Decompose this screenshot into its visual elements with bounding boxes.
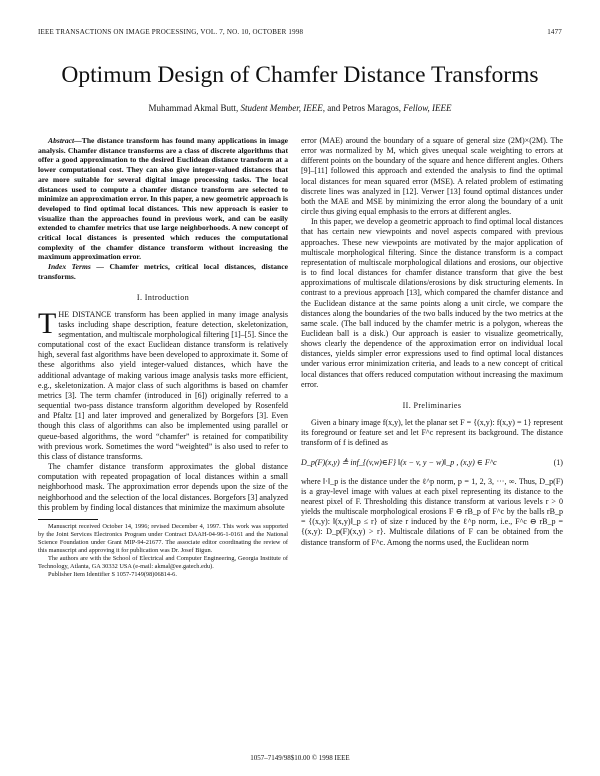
index-terms-text: Chamfer metrics, critical local distances, distance transforms. [38,262,289,281]
author-1-affiliation: Student Member, IEEE, [240,103,325,113]
drop-cap: T [38,306,57,340]
author-line [0,103,600,113]
left-column [38,136,288,579]
page-number: 1477 [547,28,562,36]
right-column [301,136,563,548]
index-terms [38,262,288,281]
right-paragraph-1: error (MAE) around the boundary of a square of general size (2M)×(2M). The error was normalized by M, which gives unequal scale weighting to errors at different points on the boundary of the square and hence different angles. Others [9]–[11] followed this approach and extended the analysis to find the optimal local distances for mean squared error (MSE). A related problem of estimating discrete lines was analyzed in [12]. Verwer [13] found optimal distances under both the MAE and MSE by minimizing the error along the boundary of a unit circle thus giving equal emphasis to the errors at different angles. [301,136,563,217]
right-paragraph-2: In this paper, we develop a geometric approach to find optimal local distances that has certain new viewpoints and novel aspects compared with previous approaches. These new viewpoints are motivated by the major application of multiscale morphological filtering. Since the distance transform is a compact representation of multiscale morphological dilations and erosions, our objective is to find local distances for chamfer distance transform that give the best approximations of multiscale dilations/erosions by disk structuring elements. In contrast to a previous approach [13], which compared the chamfer distance and the Euclidean distance at the same points along a unit circle, we compare the distances along the boundaries of the two balls induced by the two metrics at the same scale. (The ball induced by the chamfer metric is a polygon, whereas the Euclidean ball is a disk.) Our approach is easier to visualize geometrically, shows clearly the dependence of the approximation error on individual local distances, yields simpler error expressions used to find optimal local distances under various error minimization criteria, and leads to a new concept of critical local distances that offers reduced computation without increasing the maximum error. [301,217,563,389]
prelim-paragraph-1: Given a binary image f(x,y), let the planar set F = {(x,y): f(x,y) = 1} represent its foreground or feature set and let F^c represent its background. The distance transform of f is defined as [301,418,563,448]
prelim-paragraph-2: where ‖·‖_p is the distance under the ℓ^p norm, p = 1, 2, 3, ···, ∞. Thus, D_p(F) is a gray-level image with values at each pixel representing its distance to the nearest pixel of F. Thresholding this distance transform at various levels r > 0 yields the multiscale morphological erosions F ⊖ rB_p of F^c by the balls rB_p = {(x,y): ‖(x,y)‖_p ≤ r} of size r induced by the ℓ^p norm, i.e., F^c ⊖ rB_p = {(x,y): D_p(F)(x,y) > r}. Multiscale dilations of F can be obtained from the distance transform of F^c. Among the norms used, the Euclidean norm [301,476,563,547]
author-2: Petros Maragos, [342,103,401,113]
running-head [38,28,562,36]
author-2-affiliation: Fellow, IEEE [403,103,452,113]
section-heading-preliminaries: II. Preliminaries [402,400,462,410]
footnote-rule [38,519,98,520]
author-1: Muhammad Akmal Butt, [148,103,239,113]
equation-1 [301,458,563,468]
author-conjunction: and [327,103,341,113]
equation-1-number: (1) [553,457,563,467]
intro-paragraph-1 [38,306,288,462]
footnote-authors: The authors are with the School of Electrical and Computer Engineering, Georgia Institute of Technology, Atlanta, GA 30332 USA (e-mail: akmal@ee.gatech.edu). [38,554,288,570]
intro-paragraph-2: The chamfer distance transform approximates the global distance computation with repeated propagation of local distances within a small neighborhood mask. The approximation error depends upon the size of the neighborhood and the selection of the local distances. Borgefors [3] analyzed this problem by finding local distances that minimize the maximum absolute [38,462,288,512]
abstract-label: Abstract— [48,136,82,145]
index-terms-label: Index Terms — [48,262,104,272]
journal-name: IEEE TRANSACTIONS ON IMAGE PROCESSING, VOL. 7, NO. 10, OCTOBER 1998 [38,28,304,36]
footnote-manuscript: Manuscript received October 14, 1996; revised December 4, 1997. This work was supported by the Joint Services Electronics Program under Contract DAAH-04-96-1-0161 and the National Science Foundation under Grant MIP-94-21677. The associate editor coordinating the review of this manuscript and approving it for publication was Dr. Josef Bigun. [38,522,288,554]
footnote [38,523,288,579]
abstract-text: The distance transform has found many applications in image analysis. Chamfer distance transforms are a class of discrete algorithms that offer a good approximation to the desired Euclidean distance transform at a lower computational cost. They can also give integer-valued distances that are more suitable for several digital image processing tasks. The local distances used to compute a chamfer distance transform are selected to minimize an approximation error. In this paper, a new geometric approach is developed to find optimal local distances. This new approach is easier to visualize than the approaches found in previous work, and can be easily extended to chamfer metrics that use large neighborhoods. A new concept of critical local distances is presented which reduces the computational complexity of the chamfer distance transform without increasing the maximum approximation error. [38,136,288,262]
footnote-identifier: Publisher Item Identifier S 1057-7149(98)06814-6. [48,570,177,578]
paper-title: Optimum Design of Chamfer Distance Transforms [61,62,539,88]
intro-paragraph-1-text: HE DISTANCE transform has been applied in many image analysis tasks including shape description, feature detection, skeletonization, segmentation, and multiscale morphological filtering [1]–[5]. Since the computational cost of the exact Euclidean distance transform is relatively high, several fast algorithms have been developed to approximate it. Some of these algorithms also yield integer-valued distances, which have the additional advantage of making various image analysis tasks more efficient, e.g., skeletonization. A major class of such algorithms is based on chamfer metrics [3]. The term chamfer (introduced in [6]) originally referred to a sequential two-pass distance transform algorithm developed by Rosenfeld and Pfaltz [1] and later improved and generalized by Borgefors [3]. Even though this class of algorithms can also be implemented using parallel or queue-based algorithms, the word “chamfer” is retained for compatibility with previous work. Sometimes the word “weighted” is also used to refer to this class of distance transforms. [38,309,288,461]
equation-1-body: D_p(F)(x,y) ≜ inf_{(v,w)∈F} ‖(x − v, y − w)‖_p , (x,y) ∈ F^c [301,457,497,467]
abstract [38,136,288,262]
copyright-line: 1057–7149/98$10.00 © 1998 IEEE [250,754,350,762]
section-heading-introduction: I. Introduction [136,292,190,302]
